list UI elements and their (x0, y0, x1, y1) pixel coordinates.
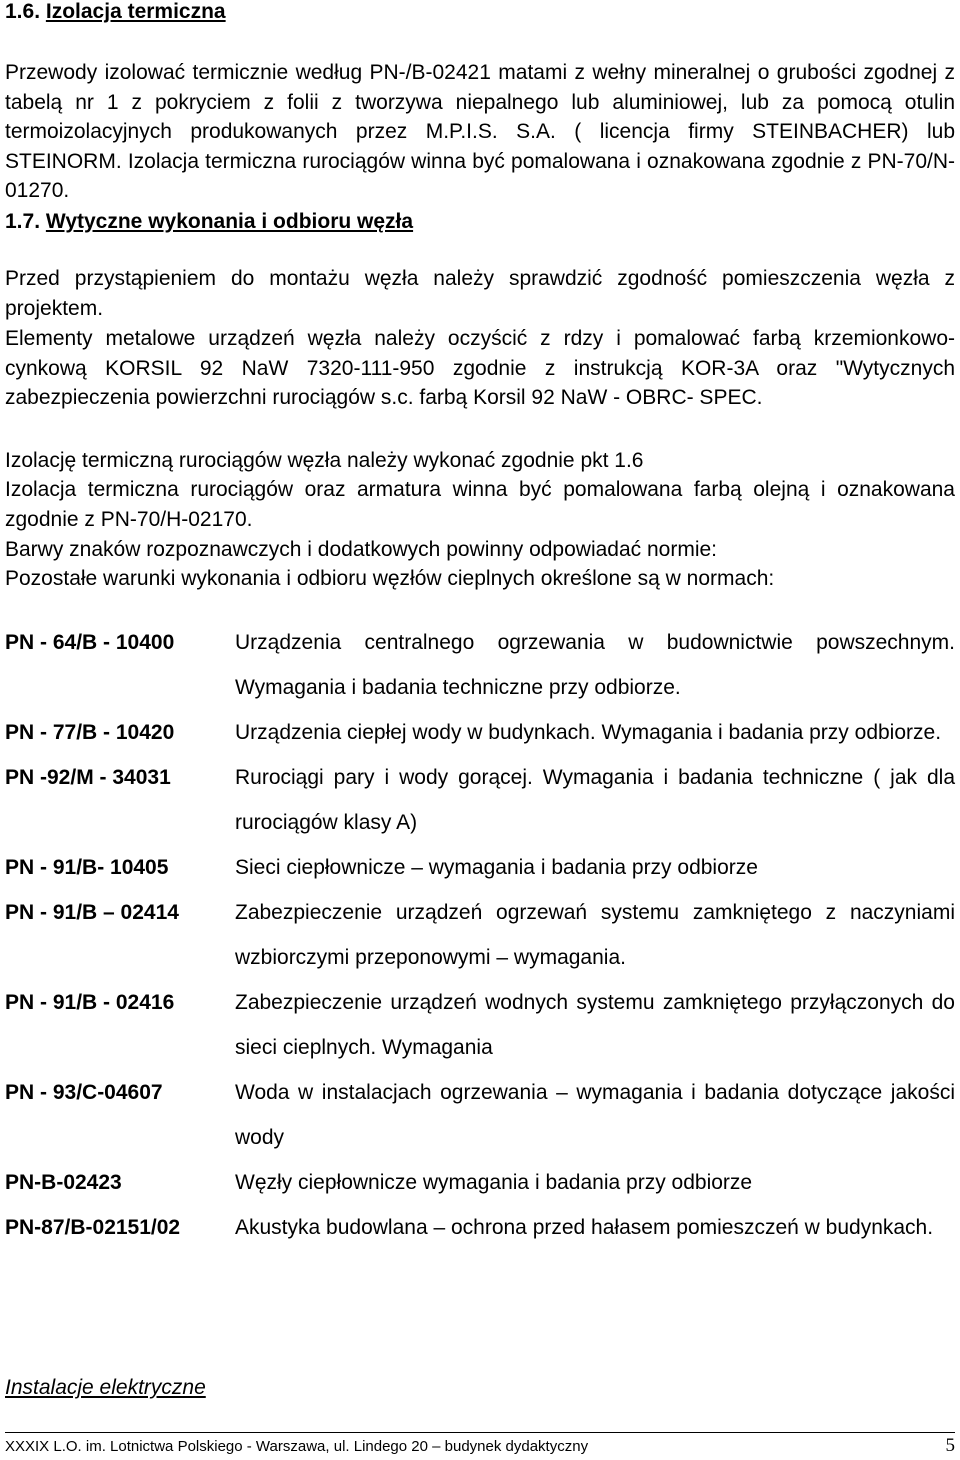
norm-description: Woda w instalacjach ogrzewania – wymagania i badania dotyczące jakości wody (235, 1081, 955, 1149)
norm-row (5, 710, 955, 755)
norm-description: Rurociągi pary i wody gorącej. Wymagania i badania techniczne ( jak dla rurociągów klasy A) (235, 766, 955, 834)
section-1-7-paragraph-5: Barwy znaków rozpoznawczych i dodatkowych powinny odpowiadać normie: (5, 538, 718, 561)
section-1-7-paragraph-1: Przed przystąpieniem do montażu węzła należy sprawdzić zgodność pomieszczenia węzła z projektem. (5, 267, 955, 320)
norm-description: Urządzenia ciepłej wody w budynkach. Wymagania i badania przy odbiorze. (235, 721, 942, 744)
norm-row (5, 620, 955, 710)
section-1-7-heading (5, 210, 413, 234)
footer-text: XXXIX L.O. im. Lotnictwa Polskiego - Warszawa, ul. Lindego 20 – budynek dydaktyczny (5, 1438, 589, 1455)
section-1-7-paragraph-2: Elementy metalowe urządzeń węzła należy oczyścić z rdzy i pomalować farbą krzemionkowo- cynkową KORSIL 92 NaW 7320-111-950 zgodnie z instrukcją KOR-3A oraz "Wytycznych zabezpieczenia powierzchni rurociągów s.c. farbą Korsil 92 NaW - OBRC- SPEC. (5, 327, 955, 409)
norm-row (5, 1160, 955, 1205)
norm-code: PN - 91/B – 02414 (5, 901, 179, 924)
norm-code: PN - 64/B - 10400 (5, 631, 175, 654)
section-1-6-number: 1.6. (5, 0, 41, 23)
norm-row (5, 890, 955, 980)
norm-code: PN-87/B-02151/02 (5, 1216, 181, 1239)
norm-row (5, 1205, 955, 1250)
norm-row (5, 1070, 955, 1160)
norm-code: PN - 91/B - 02416 (5, 991, 175, 1014)
norm-code: PN - 77/B - 10420 (5, 721, 175, 744)
section-1-6-heading (5, 0, 226, 24)
norm-code: PN - 91/B- 10405 (5, 856, 169, 879)
norm-description: Węzły ciepłownicze wymagania i badania przy odbiorze (235, 1171, 753, 1194)
norm-description: Zabezpieczenie urządzeń wodnych systemu zamkniętego przyłączonych do sieci cieplnych. Wymagania (235, 991, 955, 1059)
norm-description: Sieci ciepłownicze – wymagania i badania przy odbiorze (235, 856, 758, 879)
norm-description: Akustyka budowlana – ochrona przed hałasem pomieszczeń w budynkach. (235, 1216, 934, 1239)
next-section-heading: Instalacje elektryczne (5, 1376, 206, 1399)
page-number: 5 (945, 1435, 955, 1456)
footer-divider (5, 1432, 955, 1433)
norm-code: PN-B-02423 (5, 1171, 122, 1194)
norm-row (5, 755, 955, 845)
section-1-6-title: Izolacja termiczna (45, 0, 226, 23)
norm-row (5, 980, 955, 1070)
norm-description: Urządzenia centralnego ogrzewania w budownictwie powszechnym. Wymagania i badania techniczne przy odbiorze. (235, 631, 955, 699)
section-1-7-paragraph-4: Izolacja termiczna rurociągów oraz armatura winna być pomalowana farbą olejną i oznakowana zgodnie z PN-70/H-02170. (5, 478, 955, 531)
section-1-6-paragraph: Przewody izolować termicznie według PN-/B-02421 matami z wełny mineralnej o grubości zgodnej z tabelą nr 1 z pokryciem z folii z tworzywa niepalnego lub aluminiowej, lub za pomocą otulin termoizolacyjnych produkowanych przez M.P.I.S. S.A. ( licencja firmy STEINBACHER) lub STEINORM. Izolacja termiczna rurociągów winna być pomalowana i oznakowana zgodnie z PN-70/N-01270. (5, 61, 955, 202)
section-1-7-title: Wytyczne wykonania i odbioru węzła (45, 210, 414, 233)
norm-description: Zabezpieczenie urządzeń ogrzewań systemu zamkniętego z naczyniami wzbiorczymi przeponowymi – wymagania. (235, 901, 955, 969)
section-1-7-paragraph-3: Izolację termiczną rurociągów węzła należy wykonać zgodnie pkt 1.6 (5, 449, 644, 472)
norms-list (5, 620, 955, 1250)
norm-code: PN - 93/C-04607 (5, 1081, 163, 1104)
norm-row (5, 845, 955, 890)
section-1-7-paragraph-6: Pozostałe warunki wykonania i odbioru węzłów cieplnych określone są w normach: (5, 567, 775, 590)
section-1-7-number: 1.7. (5, 210, 41, 233)
norm-code: PN -92/M - 34031 (5, 766, 171, 789)
